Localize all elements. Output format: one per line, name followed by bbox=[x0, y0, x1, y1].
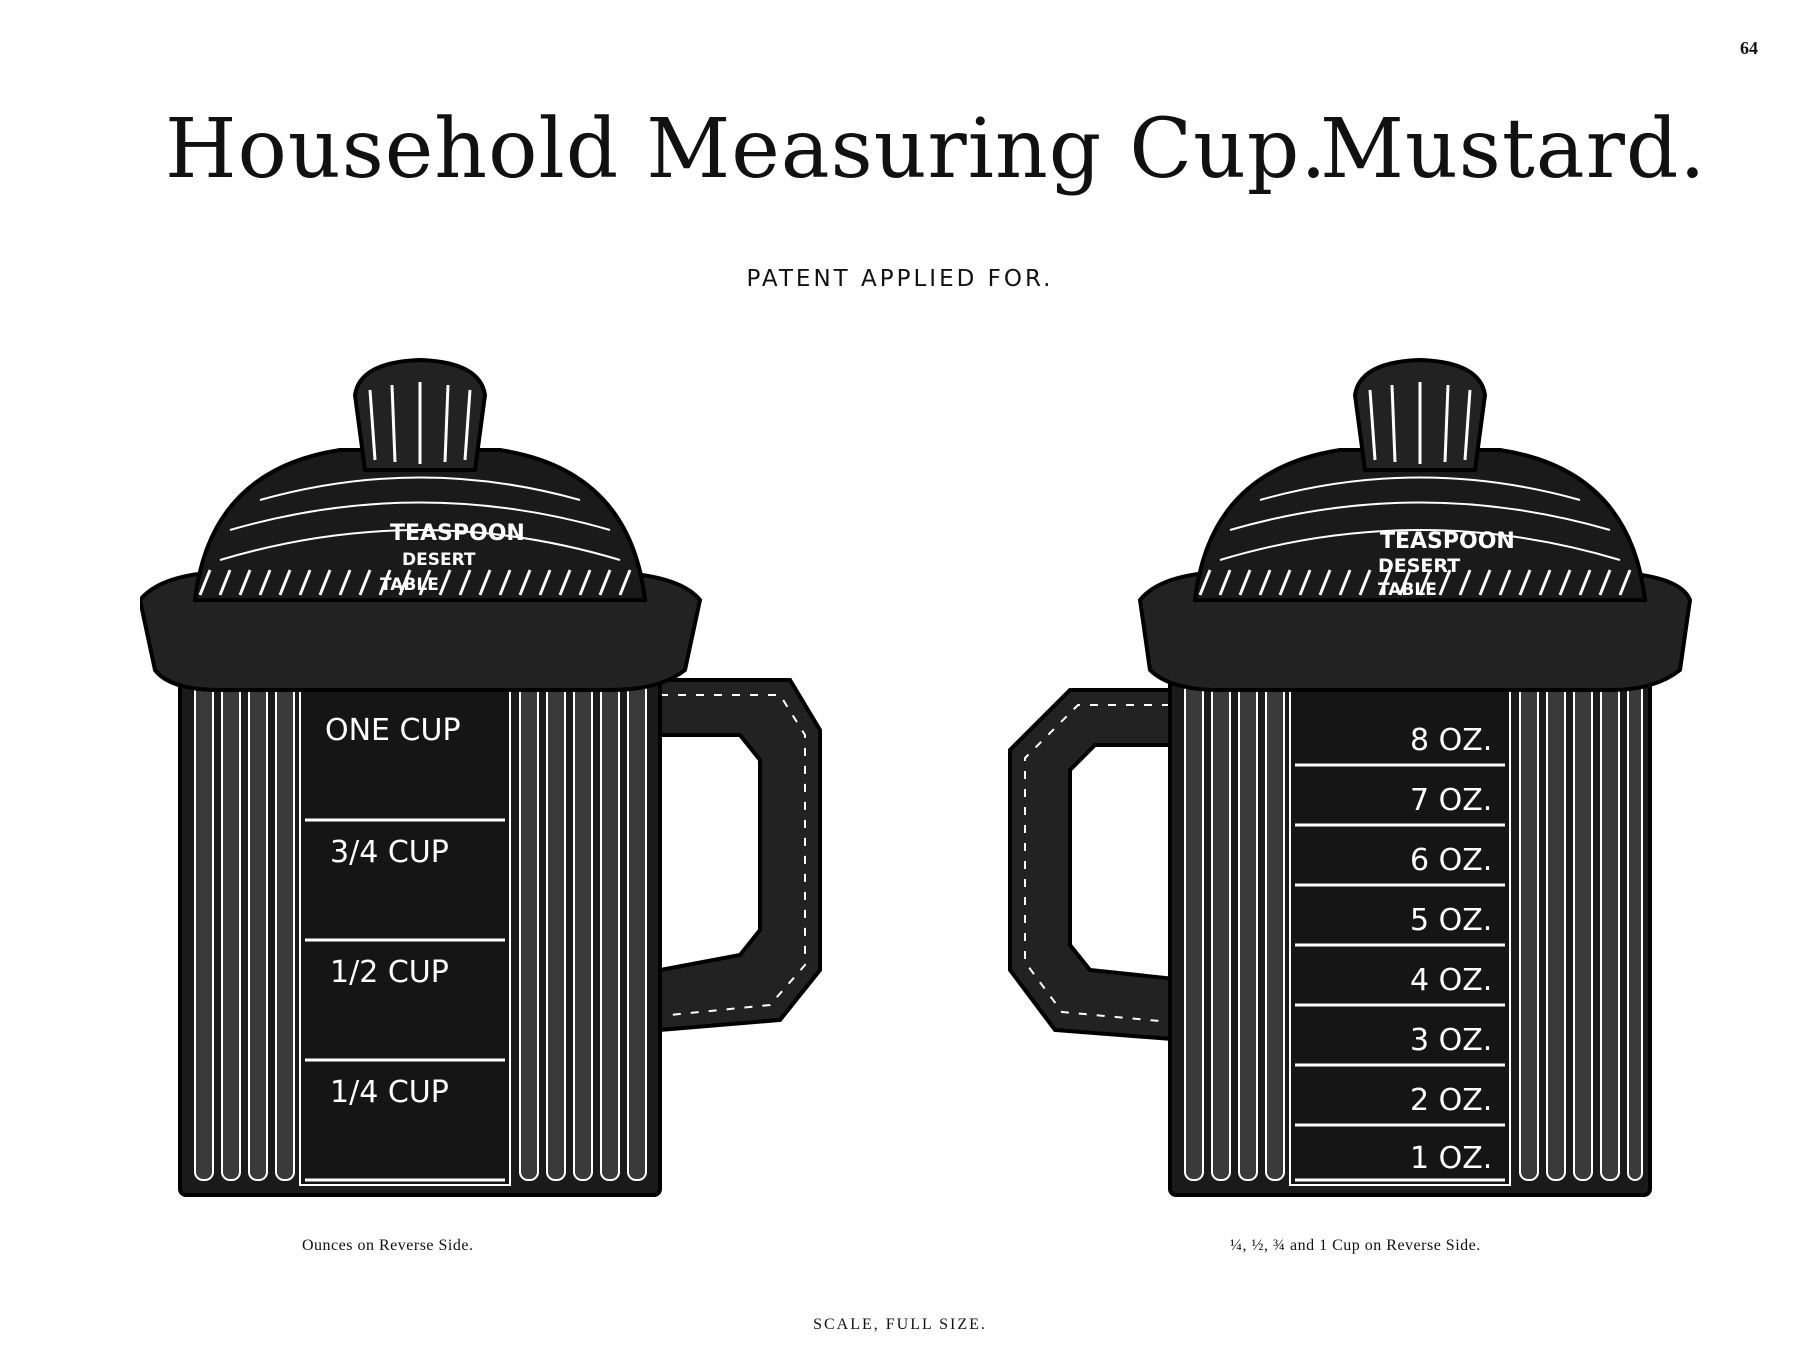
measuring-cup-illustration-left bbox=[140, 350, 840, 1230]
mark-6-oz: 6 OZ. bbox=[1410, 843, 1493, 878]
caption-left: Ounces on Reverse Side. bbox=[302, 1237, 474, 1254]
mark-5-oz: 5 OZ. bbox=[1410, 903, 1493, 938]
cup-lid bbox=[1195, 450, 1645, 600]
mark-half-cup: 1/2 CUP bbox=[330, 955, 449, 990]
caption-right: ¼, ½, ¾ and 1 Cup on Reverse Side. bbox=[1230, 1237, 1481, 1254]
lid-label-desert: DESERT bbox=[1378, 555, 1461, 577]
scale-note: SCALE, FULL SIZE. bbox=[813, 1316, 987, 1333]
mark-7-oz: 7 OZ. bbox=[1410, 783, 1493, 818]
lid-label-desert: DESERT bbox=[402, 550, 476, 570]
title-mustard: Mustard. bbox=[1320, 102, 1707, 197]
lid-label-teaspoon: TEASPOON bbox=[1380, 529, 1515, 554]
page-number: 64 bbox=[1740, 38, 1758, 58]
mark-4-oz: 4 OZ. bbox=[1410, 963, 1493, 998]
title-household-measuring-cup: Household Measuring Cup. bbox=[165, 102, 1328, 197]
cup-handle bbox=[1010, 690, 1185, 1040]
mark-2-oz: 2 OZ. bbox=[1410, 1083, 1493, 1118]
mark-quarter-cup: 1/4 CUP bbox=[330, 1075, 449, 1110]
patent-subtitle: PATENT APPLIED FOR. bbox=[746, 266, 1054, 292]
mark-1-oz: 1 OZ. bbox=[1410, 1141, 1493, 1176]
lid-label-teaspoon: TEASPOON bbox=[390, 521, 525, 546]
mark-8-oz: 8 OZ. bbox=[1410, 723, 1493, 758]
lid-label-table: TABLE bbox=[380, 575, 439, 595]
mark-3-oz: 3 OZ. bbox=[1410, 1023, 1493, 1058]
mark-three-quarter-cup: 3/4 CUP bbox=[330, 835, 449, 870]
mark-one-cup: ONE CUP bbox=[325, 713, 461, 748]
lid-label-table: TABLE bbox=[1378, 580, 1437, 600]
measuring-cup-illustration-right bbox=[1000, 350, 1700, 1230]
